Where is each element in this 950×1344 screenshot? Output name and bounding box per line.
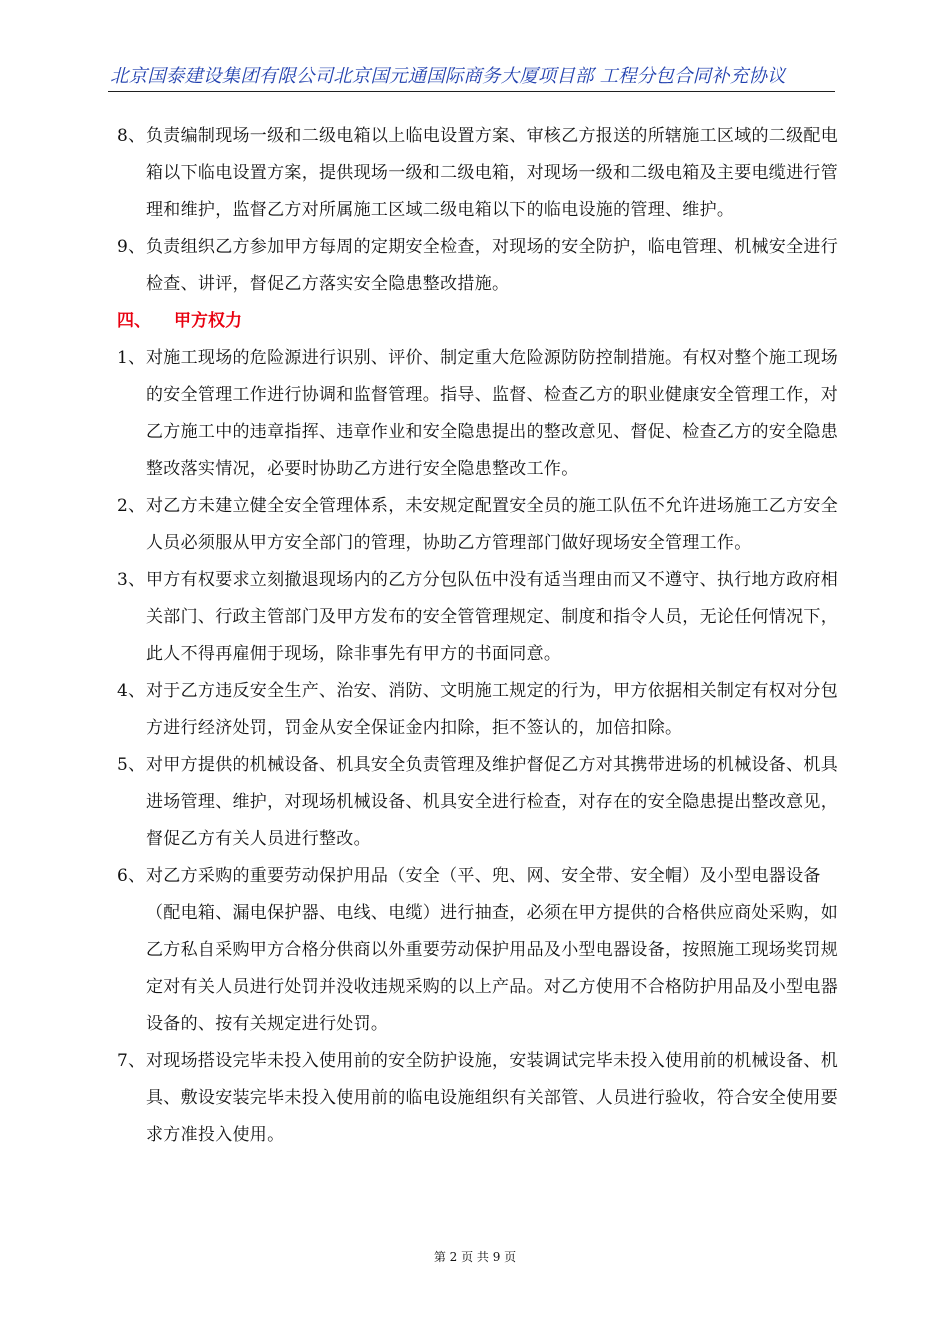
clause-text: 负责编制现场一级和二级电箱以上临电设置方案、审核乙方报送的所辖施工区域的二级配电箱以下临电设置方案，提供现场一级和二级电箱，对现场一级和二级电箱及主要电缆进行管理和维护，监督乙方对所属施工区域二级电箱以下的临电设施的管理、维护。 [146,126,838,220]
section-number: 四、 [117,311,151,331]
clause-number: 9、 [117,237,146,257]
clause-number: 8、 [117,126,146,146]
clause-item [0,562,950,673]
clause-number: 6、 [117,866,146,886]
clause-item [0,488,950,562]
clause-number: 2、 [117,496,146,516]
document-body [0,118,950,1154]
clause-text: 负责组织乙方参加甲方每周的定期安全检查，对现场的安全防护，临电管理、机械安全进行检查、讲评，督促乙方落实安全隐患整改措施。 [146,237,838,294]
clause-text: 对于乙方违反安全生产、治安、消防、文明施工规定的行为，甲方依据相关制定有权对分包方进行经济处罚，罚金从安全保证金内扣除，拒不签认的，加倍扣除。 [146,681,838,738]
clause-item [0,118,950,229]
clause-text: 对乙方未建立健全安全管理体系，未安规定配置安全员的施工队伍不允许进场施工乙方安全人员必须服从甲方安全部门的管理，协助乙方管理部门做好现场安全管理工作。 [146,496,838,553]
clause-item [0,747,950,858]
clause-item [0,229,950,303]
clause-number: 1、 [117,348,146,368]
clause-item [0,340,950,488]
clause-text: 对乙方采购的重要劳动保护用品（安全（平、兜、网、安全带、安全帽）及小型电器设备（配电箱、漏电保护器、电线、电缆）进行抽查，必须在甲方提供的合格供应商处采购，如乙方私自采购甲方合格分供商以外重要劳动保护用品及小型电器设备，按照施工现场奖罚规定对有关人员进行处罚并没收违规采购的以上产品。对乙方使用不合格防护用品及小型电器设备的、按有关规定进行处罚。 [146,866,838,1034]
clause-text: 对甲方提供的机械设备、机具安全负责管理及维护督促乙方对其携带进场的机械设备、机具进场管理、维护，对现场机械设备、机具安全进行检查，对存在的安全隐患提出整改意见，督促乙方有关人员进行整改。 [146,755,838,849]
clause-text: 对施工现场的危险源进行识别、评价、制定重大危险源防防控制措施。有权对整个施工现场的安全管理工作进行协调和监督管理。指导、监督、检查乙方的职业健康安全管理工作，对乙方施工中的违章指挥、违章作业和安全隐患提出的整改意见、督促、检查乙方的安全隐患整改落实情况，必要时协助乙方进行安全隐患整改工作。 [146,348,838,479]
section-heading [0,303,950,340]
running-header: 北京国泰建设集团有限公司北京国元通国际商务大厦项目部 工程分包合同补充协议 [110,66,786,87]
clause-number: 4、 [117,681,146,701]
clause-text: 对现场搭设完毕未投入使用前的安全防护设施，安装调试完毕未投入使用前的机械设备、机具、敷设安装完毕未投入使用前的临电设施组织有关部管、人员进行验收，符合安全使用要求方准投入使用。 [146,1051,838,1145]
clause-text: 甲方有权要求立刻撤退现场内的乙方分包队伍中没有适当理由而又不遵守、执行地方政府相关部门、行政主管部门及甲方发布的安全管管理规定、制度和指令人员，无论任何情况下，此人不得再雇佣于现场，除非事先有甲方的书面同意。 [146,570,838,664]
clause-item [0,858,950,1043]
clause-number: 3、 [117,570,146,590]
clause-number: 5、 [117,755,146,775]
page-number: 第 2 页 共 9 页 [433,1250,517,1264]
clause-item [0,1043,950,1154]
section-title: 甲方权力 [174,311,242,331]
clause-item [0,673,950,747]
header-rule [108,91,835,92]
clause-number: 7、 [117,1051,146,1071]
